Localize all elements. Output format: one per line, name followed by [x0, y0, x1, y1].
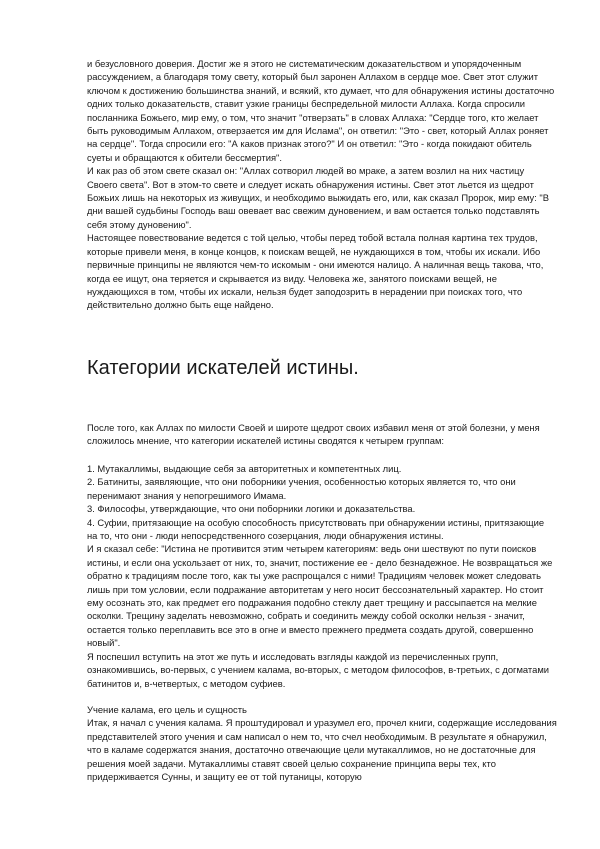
list-item: 1. Мутакаллимы, выдающие себя за авторитетных и компетентных лиц.	[87, 463, 402, 474]
subsection-heading: Учение калама, его цель и сущность	[87, 704, 247, 715]
intro-block	[87, 421, 557, 448]
intro-paragraph: После того, как Аллах по милости Своей и широте щедрот своих избавил меня от этой болезни, у меня сложилось мнение, что категории искателей истины сводятся к четырем группам:	[87, 422, 540, 447]
list-item: 3. Философы, утверждающие, что они поборники логики и доказательства.	[87, 503, 416, 515]
paragraph: и безусловного доверия. Достиг же я этого не систематическим доказательством и упорядоченным рассуждением, а благодаря тому свету, который был заронен Аллахом в сердце мое. Свет этот служит ключом к достижению большинства знаний, и всякий, кто думает, что для обнаружения истины достаточно одних только доказательств, ставит узкие границы беспредельной милости Аллаха. Когда спросили посланника Божьего, мир ему, о том, что значит "отверзать" в словах Аллаха: "Сердце того, кто желает быть руководимым Аллахом, отверзается им для Ислама", он ответил: "Это - свет, который Аллах роняет на сердце". Тогда спросили его: "А каков признак этого?" И он ответил: "Это - когда покидают обитель суеты и обращаются к обители бессмертия".	[87, 58, 555, 163]
subsection-block	[87, 703, 557, 783]
paragraph: Я поспешил вступить на этот же путь и исследовать взгляды каждой из перечисленных групп, ознакомившись, во-первых, с учением калама, во-вторых, с методом философов, в-третьих, с догматами батинитов и, в-четвертых, с методом суфиев.	[87, 650, 550, 689]
list-block	[87, 462, 557, 690]
list-item: 4. Суфии, притязающие на особую способность присутствовать при обнаружении истины, притязающие на то, что они - люди непосредственного созерцания, люди обнаружения истины.	[87, 516, 545, 542]
section-heading-block	[87, 356, 557, 380]
top-text-block	[87, 57, 557, 312]
paragraph: Итак, я начал с учения калама. Я проштудировал и уразумел его, прочел книги, содержащие исследования представителей этого учения и сам написал о нем то, что счел необходимым. В результате я обнаружил, что в каламе содержатся знания, достаточно отвечающие цели мутакаллимов, но не достаточные для решения моей задачи. Мутакаллимы ставят своей целью сохранение принципа веры тех, кто придерживается Сунны, и защиту ее от той путаницы, которую	[87, 717, 557, 783]
list-item: 2. Батиниты, заявляющие, что они поборники учения, особенностью которых является то, что они перенимают знания у непогрешимого Имама.	[87, 476, 516, 501]
paragraph: И я сказал себе: "Истина не противится этим четырем категориям: ведь они шествуют по пути поисков истины, и если она ускользает от них, то, значит, постижение ее - дело безнадежное. Не возвращаться же обратно к традициям после того, как ты уже распрощался с ними! Традициям человек может следовать лишь при том условии, если подражание авторитетам у него носит бессознательный характер. Но стоит ему осознать это, как предмет его подражания подобно стеклу дает трещину и рассыпается на мелкие осколки. Трещину заделать невозможно, собрать и соединить между собой осколки нельзя - значит, остается только переплавить все это в огне и вместо прежнего предмета создать другой, совершенно новый".	[87, 543, 553, 649]
section-heading: Категории искателей истины.	[87, 357, 359, 379]
paragraph: Настоящее повествование ведется с той целью, чтобы перед тобой встала полная картина тех трудов, которые привели меня, в конце концов, к поискам вещей, не нуждающихся в том, чтобы их искали. Ибо первичные принципы не являются чем-то искомым - они имеются налицо. А наличная вещь такова, что, когда ее ищут, она теряется и скрывается из виду. Человека же, занятого поисками вещей, не нуждающихся в том, чтобы их искали, нельзя будет заподозрить в нерадении при поисках того, что действительно должно быть еще найдено.	[87, 232, 544, 311]
paragraph: И как раз об этом свете сказал он: "Аллах сотворил людей во мраке, а затем возлил на них частицу Своего света". Вот в этом-то свете и следует искать обнаружения истины. Свет этот льется из щедрот Божьих лишь на некоторых из живущих, и необходимо выжидать его, или, как сказал Пророк, мир ему: "В дни вашей судьбины Господь ваш овевает вас свежим дуновением, и вам остается только подставлять себя этому дуновению".	[87, 165, 549, 230]
